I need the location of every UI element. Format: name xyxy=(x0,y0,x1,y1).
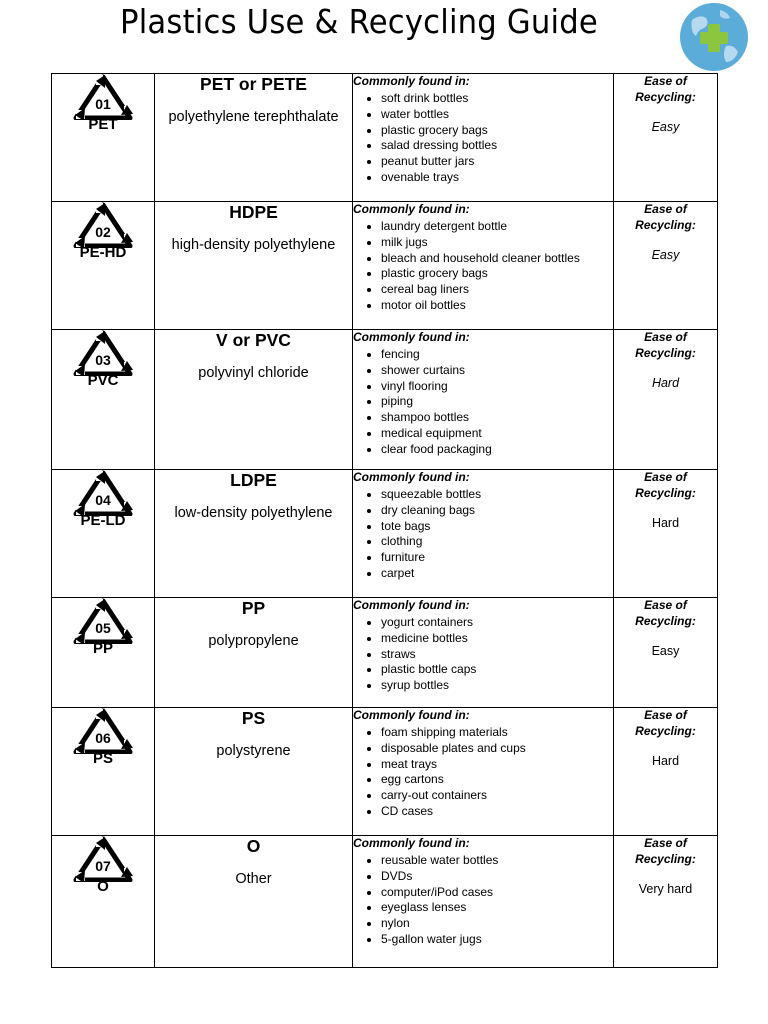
table-row xyxy=(52,598,718,708)
plastic-name-cell xyxy=(155,202,353,330)
found-in-item: • vinyl flooring xyxy=(381,379,613,395)
found-in-item: • cereal bag liners xyxy=(381,282,613,298)
found-in-list xyxy=(353,219,613,314)
found-in-item: • milk jugs xyxy=(381,235,613,251)
recycling-symbol-icon xyxy=(72,74,134,120)
found-in-list xyxy=(353,487,613,582)
resin-code: 03 xyxy=(95,352,111,368)
found-in-list xyxy=(353,725,613,820)
ease-label: Ease of Recycling: xyxy=(635,836,696,866)
found-in-item: • squeezable bottles xyxy=(381,487,613,503)
symbol-cell xyxy=(52,598,155,708)
found-in-item: • tote bags xyxy=(381,519,613,535)
found-in-item: • syrup bottles xyxy=(381,678,613,694)
resin-abbreviation: PS xyxy=(92,750,113,767)
symbol-cell xyxy=(52,470,155,598)
ease-label: Ease of Recycling: xyxy=(635,202,696,232)
found-in-item: • straws xyxy=(381,647,613,663)
found-in-cell xyxy=(353,470,614,598)
found-in-item: • nylon xyxy=(381,916,613,932)
plastic-full-name: high-density polyethylene xyxy=(171,237,336,253)
found-in-item: • laundry detergent bottle xyxy=(381,219,613,235)
globe-cross-logo-icon xyxy=(676,0,752,74)
plastic-short-name: PP xyxy=(241,598,266,618)
ease-cell xyxy=(614,708,718,836)
plastic-full-name: polyvinyl chloride xyxy=(198,365,309,381)
found-in-label: Commonly found in: xyxy=(353,836,470,850)
table-row xyxy=(52,836,718,968)
found-in-item: • salad dressing bottles xyxy=(381,138,613,154)
ease-value: Hard xyxy=(651,754,680,768)
found-in-item: • dry cleaning bags xyxy=(381,503,613,519)
plastic-name-cell xyxy=(155,470,353,598)
resin-abbreviation: PE-HD xyxy=(79,244,127,261)
ease-label: Ease of Recycling: xyxy=(635,598,696,628)
resin-code: 02 xyxy=(95,224,111,240)
found-in-item: • shower curtains xyxy=(381,363,613,379)
resin-code: 06 xyxy=(95,730,111,746)
resin-code: 01 xyxy=(95,96,111,112)
found-in-item: • disposable plates and cups xyxy=(381,741,613,757)
resin-abbreviation: PE-LD xyxy=(80,512,126,529)
plastic-short-name: V or PVC xyxy=(216,330,291,350)
found-in-item: • soft drink bottles xyxy=(381,91,613,107)
symbol-cell xyxy=(52,836,155,968)
ease-cell xyxy=(614,330,718,470)
found-in-item: • medicine bottles xyxy=(381,631,613,647)
found-in-item: • water bottles xyxy=(381,107,613,123)
found-in-item: • shampoo bottles xyxy=(381,410,613,426)
symbol-cell xyxy=(52,74,155,202)
recycling-table xyxy=(51,73,718,968)
table-row xyxy=(52,708,718,836)
found-in-item: • plastic grocery bags xyxy=(381,123,613,139)
ease-label: Ease of Recycling: xyxy=(635,708,696,738)
found-in-item: • computer/iPod cases xyxy=(381,885,613,901)
found-in-cell xyxy=(353,202,614,330)
ease-value: Hard xyxy=(651,516,680,530)
resin-abbreviation: O xyxy=(97,878,109,895)
ease-value: Very hard xyxy=(638,882,693,896)
plastic-short-name: LDPE xyxy=(230,470,277,490)
found-in-cell xyxy=(353,598,614,708)
table-row xyxy=(52,470,718,598)
found-in-item: • eyeglass lenses xyxy=(381,900,613,916)
found-in-item: • carpet xyxy=(381,566,613,582)
ease-cell xyxy=(614,202,718,330)
table-row xyxy=(52,330,718,470)
plastic-name-cell xyxy=(155,598,353,708)
found-in-label: Commonly found in: xyxy=(353,202,470,216)
found-in-label: Commonly found in: xyxy=(353,470,470,484)
found-in-item: • plastic bottle caps xyxy=(381,662,613,678)
ease-label: Ease of Recycling: xyxy=(635,470,696,500)
found-in-item: • peanut butter jars xyxy=(381,154,613,170)
resin-abbreviation: PVC xyxy=(87,372,119,389)
ease-cell xyxy=(614,836,718,968)
resin-code: 07 xyxy=(95,858,111,874)
found-in-list xyxy=(353,347,613,458)
found-in-item: • bleach and household cleaner bottles xyxy=(381,251,613,267)
found-in-item: • meat trays xyxy=(381,757,613,773)
recycling-symbol-icon xyxy=(72,470,134,516)
found-in-list xyxy=(353,853,613,948)
ease-cell xyxy=(614,74,718,202)
found-in-item: • piping xyxy=(381,394,613,410)
found-in-label: Commonly found in: xyxy=(353,330,470,344)
found-in-cell xyxy=(353,708,614,836)
found-in-item: • reusable water bottles xyxy=(381,853,613,869)
found-in-item: • CD cases xyxy=(381,804,613,820)
plastic-full-name: Other xyxy=(235,871,272,887)
symbol-cell xyxy=(52,202,155,330)
found-in-cell xyxy=(353,330,614,470)
ease-cell xyxy=(614,598,718,708)
plastic-short-name: HDPE xyxy=(229,202,278,222)
found-in-item: • clear food packaging xyxy=(381,442,613,458)
plastic-full-name: polyethylene terephthalate xyxy=(168,109,339,125)
found-in-item: • yogurt containers xyxy=(381,615,613,631)
resin-abbreviation: PP xyxy=(92,640,113,657)
resin-code: 05 xyxy=(95,620,111,636)
plastic-name-cell xyxy=(155,74,353,202)
plastic-short-name: PS xyxy=(241,708,266,728)
found-in-item: • DVDs xyxy=(381,869,613,885)
resin-abbreviation: PET xyxy=(88,116,118,133)
plastic-name-cell xyxy=(155,836,353,968)
found-in-label: Commonly found in: xyxy=(353,74,470,88)
page-title: Plastics Use & Recycling Guide xyxy=(120,2,598,41)
ease-label: Ease of Recycling: xyxy=(635,330,696,360)
recycling-symbol-icon xyxy=(72,598,134,644)
found-in-item: • furniture xyxy=(381,550,613,566)
ease-cell xyxy=(614,470,718,598)
ease-label: Ease of Recycling: xyxy=(635,74,696,104)
plastic-full-name: polystyrene xyxy=(216,743,291,759)
recycling-symbol-icon xyxy=(72,708,134,754)
found-in-list xyxy=(353,615,613,694)
found-in-label: Commonly found in: xyxy=(353,598,470,612)
plastic-full-name: low-density polyethylene xyxy=(174,505,333,521)
found-in-cell xyxy=(353,836,614,968)
recycling-symbol-icon xyxy=(72,836,134,882)
ease-value: Easy xyxy=(651,120,680,134)
found-in-list xyxy=(353,91,613,186)
symbol-cell xyxy=(52,330,155,470)
plastic-full-name: polypropylene xyxy=(208,633,299,649)
found-in-item: • motor oil bottles xyxy=(381,298,613,314)
found-in-item: • clothing xyxy=(381,534,613,550)
found-in-item: • ovenable trays xyxy=(381,170,613,186)
plastic-short-name: PET or PETE xyxy=(200,74,307,94)
found-in-item: • plastic grocery bags xyxy=(381,266,613,282)
plastic-name-cell xyxy=(155,708,353,836)
found-in-item: • carry-out containers xyxy=(381,788,613,804)
found-in-item: • fencing xyxy=(381,347,613,363)
recycling-symbol-icon xyxy=(72,202,134,248)
ease-value: Easy xyxy=(651,644,680,658)
resin-code: 04 xyxy=(95,492,111,508)
table-row xyxy=(52,202,718,330)
found-in-item: • 5-gallon water jugs xyxy=(381,932,613,948)
recycling-symbol-icon xyxy=(72,330,134,376)
found-in-cell xyxy=(353,74,614,202)
found-in-label: Commonly found in: xyxy=(353,708,470,722)
symbol-cell xyxy=(52,708,155,836)
ease-value: Easy xyxy=(651,248,680,262)
plastic-short-name: O xyxy=(246,836,261,856)
ease-value: Hard xyxy=(651,376,680,390)
found-in-item: • medical equipment xyxy=(381,426,613,442)
found-in-item: • egg cartons xyxy=(381,772,613,788)
table-row xyxy=(52,74,718,202)
found-in-item: • foam shipping materials xyxy=(381,725,613,741)
plastic-name-cell xyxy=(155,330,353,470)
